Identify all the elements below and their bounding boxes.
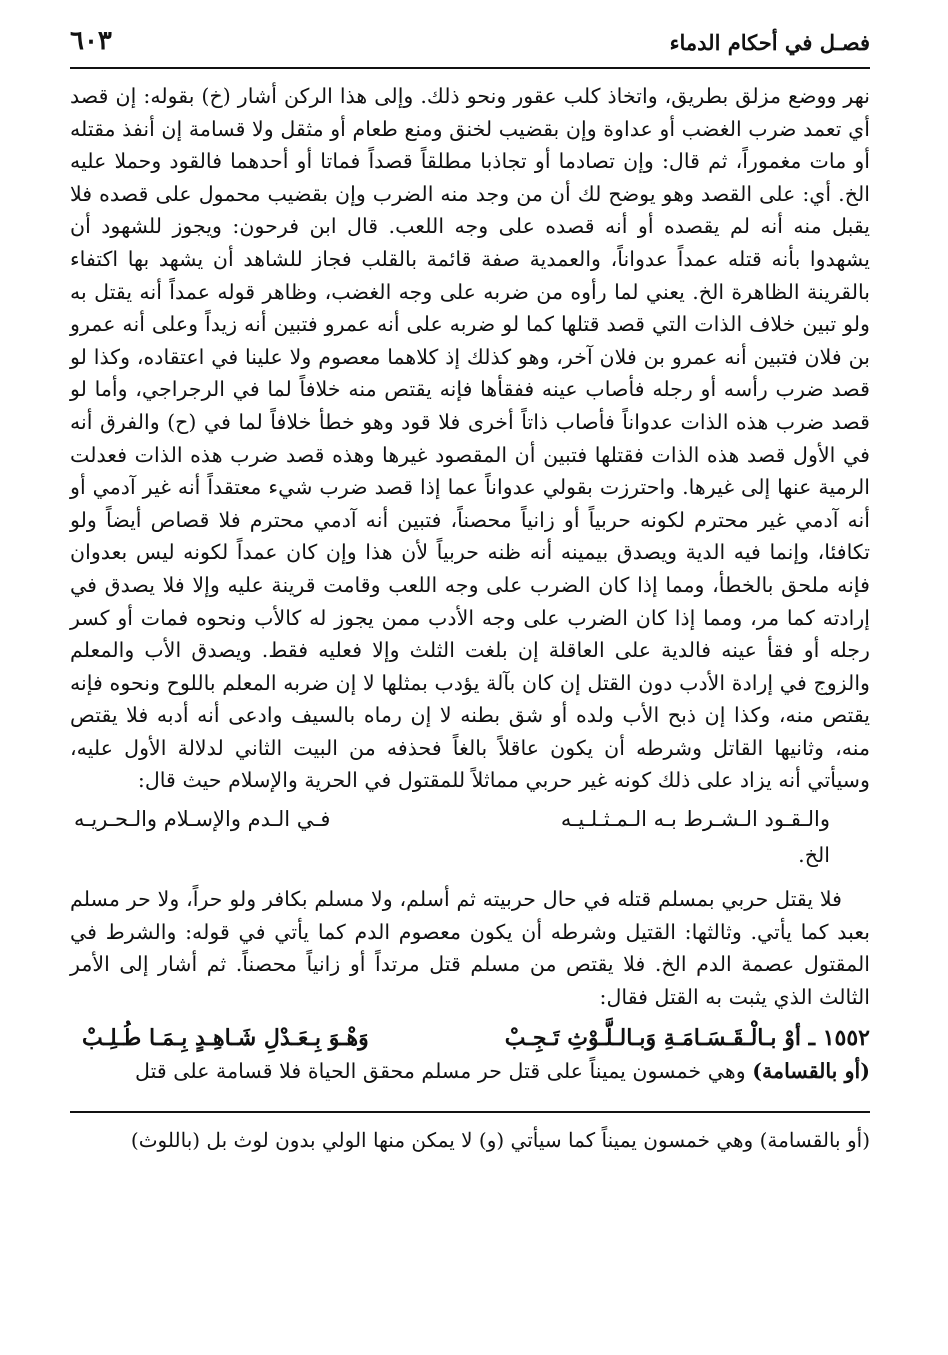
- page-number: ٦٠٣: [70, 26, 112, 56]
- chapter-title: فصـل في أحكام الدماء: [669, 30, 870, 55]
- main-verse: [70, 1021, 870, 1055]
- header-rule: [70, 67, 870, 69]
- main-text: [70, 80, 870, 797]
- commentary-text: وهي خمسون يميناً على قتل حر مسلم محقق الحياة فلا قسامة على قتل: [135, 1059, 753, 1084]
- quoted-verse-first-half: والـقـود الـشـرط بـه الـمـثـلـيـه: [560, 807, 830, 832]
- running-header: [70, 22, 870, 62]
- commentary: [70, 1055, 870, 1087]
- book-page: [70, 22, 870, 1355]
- main-verse-first-half-text: أوْ بـالْـقَـسَـامَـةِ وَبـالـلَّـوْثِ تَـجِـبْ: [504, 1025, 801, 1052]
- commentary-term: (أو بالقسامة): [752, 1059, 870, 1084]
- verse-number: ١٥٥٢ ـ: [808, 1025, 870, 1052]
- quoted-verse-tail: الخ.: [798, 843, 830, 868]
- paragraph-1: نهر ووضع مزلق بطريق، واتخاذ كلب عقور ونحو ذلك. وإلى هذا الركن أشار (خ) بقوله: إن قصد أي تعمد ضرب الغضب أو عداوة وإن بقضيب لخنق ومنع طعام أو مثقل ولا قسامة إن أنفذ مقتله أو مات مغموراً، ثم قال: وإن تصادما أو تجاذبا مطلقاً قصداً فماتا أو أحدهما فالقود وحملا عليه الخ. أي: على القصد وهو يوضح لك أن من وجد منه الضرب وإن بقضيب محمول على قصده فلا يقبل منه أنه لم يقصده أو أنه قصده على وجه اللعب. قال ابن فرحون: ويجوز للشهود أن يشهدوا بأنه قتله عمداً عدواناً، والعمدية صفة قائمة بالقلب فجاز للشاهد أن يشهد بها اكتفاء بالقرينة الظاهرة الخ. يعني لما رأوه من ضربه على وجه الغضب، وظاهر قوله عمداً أنه يقتل به ولو تبين خلاف الذات التي قصد قتلها كما لو ضربه على أنه عمرو فتبين أنه زيداً وعلى أنه عمرو بن فلان فتبين أنه عمرو بن فلان آخر، وهو كذلك إذ كلاهما معصوم ولا علينا في اعتقاده، وكذا لو قصد ضرب رأسه أو رجله فأصاب عينه ففقأها فإنه يقتص منه خلافاً لما في الرجراجي، وأما لو قصد ضرب هذه الذات عدواناً فأصاب ذاتاً أخرى فلا قود وهو خطأ خلافاً لما في (ح) والفرق أنه في الأول قصد هذه الذات فقتلها فتبين أن المقصود غيرها وهذه قصد ضرب هذه الذات فعدلت الرمية عنها إلى غيرها. واحترزت بقولي عدواناً عما إذا قصد ضرب شيء معتقداً أنه غير آدمي أو أنه آدمي غير محترم لكونه حربياً أو زانياً محصناً، فتبين أنه آدمي محترم فلا قصاص أيضاً ولو تكافئا، وإنما فيه الدية ويصدق بيمينه أنه ظنه حربياً لأن هذا وإن كان عمداً لكونه ليس بعدوان فإنه ملحق بالخطأ، ومما إذا كان الضرب على وجه اللعب وقامت قرينة عليه وإلا فلا يصدق في إرادته كما مر، ومما إذا كان الضرب على وجه الأدب ممن يجوز له كالأب ونحوه فمات أو كسر رجله أو فقأ عينه فالدية على العاقلة إن بلغت الثلث وإلا فعليه فقط. ويصدق الأب والمعلم والزوج في إرادة الأدب دون القتل إن كان بآلة يؤدب بمثلها لا إن ضربه المعلم باللوح ونحوه فإنه يقتص منه، وكذا إن ذبح الأب ولده أو شق بطنه لا إن رماه بالسيف وادعى أنه أدبه فلا يقتص منه، وثانيها القاتل وشرطه أن يكون عاقلاً بالغاً فحذفه من البيت الثاني لدلالة الأول عليه، وسيأتي أنه يزاد على ذلك كونه غير حربي مماثلاً للمقتول في الحرية والإسلام حيث قال:: [70, 84, 870, 793]
- quoted-verse: [70, 803, 870, 835]
- quoted-verse-second-half: فـي الـدم والإسـلام والـحـريـه: [74, 807, 331, 832]
- footnote-rule: [70, 1111, 870, 1113]
- main-verse-first-half: [505, 1021, 870, 1055]
- paragraph-2: فلا يقتل حربي بمسلم قتله في حال حربيته ثم أسلم، ولا مسلم بكافر ولو حراً، ولا حر مسلم بعبد كما يأتي. وثالثها: القتيل وشرطه أن يكون معصوم الدم كما يأتي في قوله: والشرط في المقتول عصمة الدم الخ. فلا يقتص من مسلم قتل مرتداً أو زانياً محصناً. ثم أشار إلى الأمر الثالث الذي يثبت به القتل فقال:: [70, 887, 870, 1009]
- main-text-continued: [70, 883, 870, 1013]
- footnote: (أو بالقسامة) وهي خمسون يميناً كما سيأتي (و) لا يمكن منها الولي بدون لوث بل (باللوث): [130, 1128, 870, 1153]
- main-verse-second-half: وَهْـوَ بِـعَـدْلِ شَـاهِـدٍ بِـمَـا طُـلِـبْ: [82, 1025, 369, 1052]
